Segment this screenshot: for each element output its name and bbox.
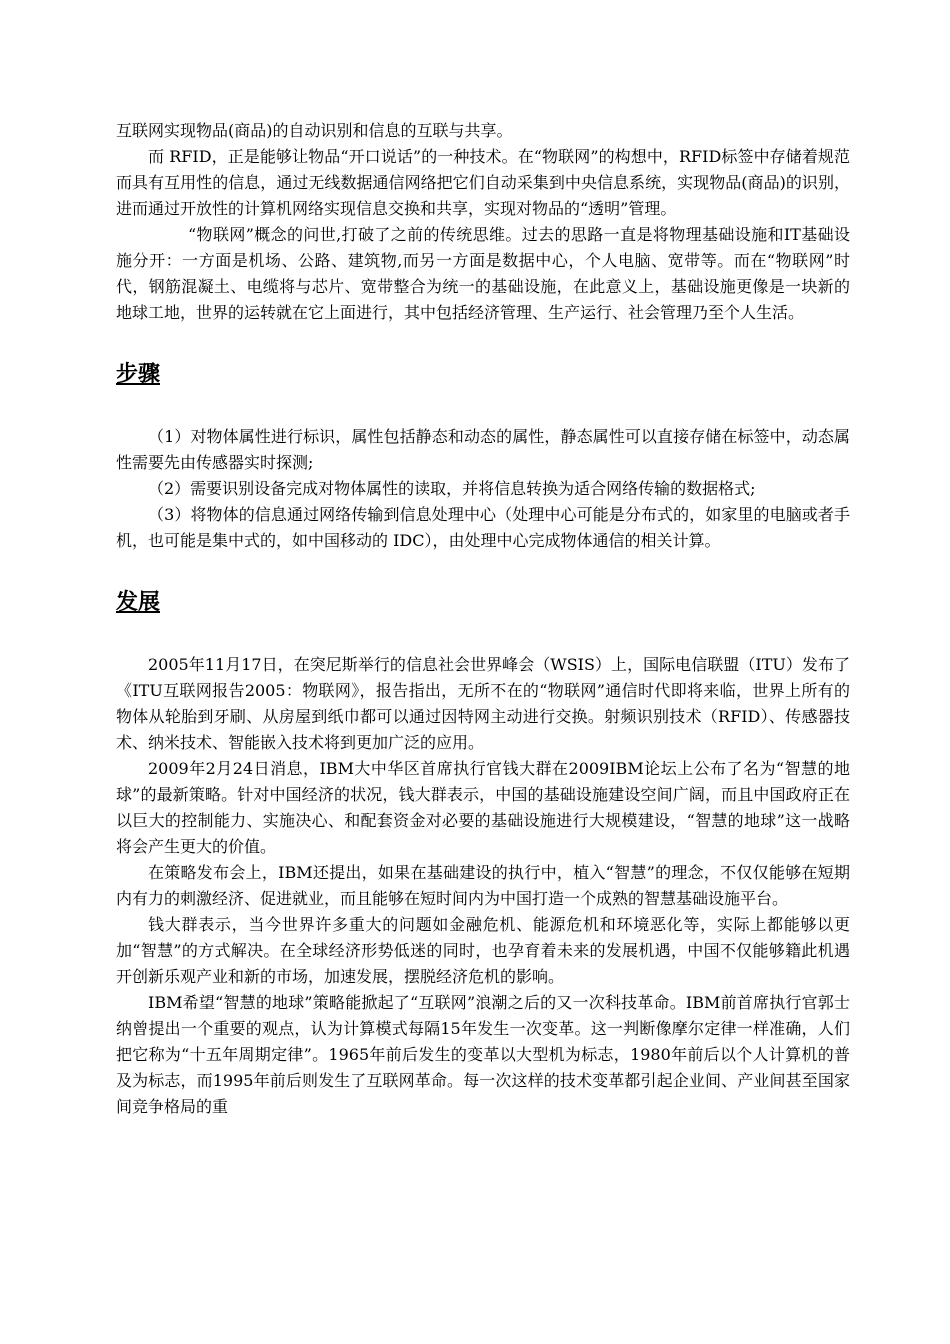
step-item-3: （3）将物体的信息通过网络传输到信息处理中心（处理中心可能是分布式的，如家里的电脑或者手机，也可能是集中式的，如中国移动的 IDC），由处理中心完成物体通信的相关计算。 [116,505,850,550]
development-paragraph-3: 在策略发布会上，IBM还提出，如果在基础建设的执行中，植入“智慧”的理念，不仅仅能够在短期内有力的刺激经济、促进就业，而且能够在短时间内为中国打造一个成熟的智慧基础设施平台。 [116,863,850,908]
intro-paragraph-3: “物联网”概念的问世,打破了之前的传统思维。过去的思路一直是将物理基础设施和IT基础设施分开：一方面是机场、公路、建筑物,而另一方面是数据中心，个人电脑、宽带等。而在“物联网”时代，钢筋混凝土、电缆将与芯片、宽带整合为统一的基础设施，在此意义上，基础设施更像是一块新的地球工地，世界的运转就在它上面进行，其中包括经济管理、生产运行、社会管理乃至个人生活。 [116,225,850,322]
step-item-2: （2）需要识别设备完成对物体属性的读取，并将信息转换为适合网络传输的数据格式; [148,479,756,498]
document-page [116,118,850,1120]
development-heading: 发展 [116,590,161,615]
development-paragraph-5: IBM希望“智慧的地球”策略能掀起了“互联网”浪潮之后的又一次科技革命。IBM前首席执行官郭士纳曾提出一个重要的观点，认为计算模式每隔15年发生一次变革。这一判断像摩尔定律一样准确，人们把它称为“十五年周期定律”。1965年前后发生的变革以大型机为标志，1980年前后以个人计算机的普及为标志，而1995年前后则发生了互联网革命。每一次这样的技术变革都引起企业间、产业间甚至国家间竞争格局的重 [116,993,850,1116]
step-item-1: （1）对物体属性进行标识，属性包括静态和动态的属性，静态属性可以直接存储在标签中，动态属性需要先由传感器实时探测; [116,427,850,472]
development-paragraph-2: 2009年2月24日消息，IBM大中华区首席执行官钱大群在2009IBM论坛上公布了名为“智慧的地球”的最新策略。针对中国经济的状况，钱大群表示，中国的基础设施建设空间广阔，而且中国政府正在以巨大的控制能力、实施决心、和配套资金对必要的基础设施进行大规模建设，“智慧的地球”这一战略将会产生更大的价值。 [116,759,850,856]
development-paragraph-1: 2005年11月17日，在突尼斯举行的信息社会世界峰会（WSIS）上，国际电信联盟（ITU）发布了《ITU互联网报告2005：物联网》，报告指出，无所不在的“物联网”通信时代即将来临，世界上所有的物体从轮胎到牙刷、从房屋到纸巾都可以通过因特网主动进行交换。射频识别技术（RFID）、传感器技术、纳米技术、智能嵌入技术将到更加广泛的应用。 [116,655,850,752]
intro-paragraph-2: 而 RFID，正是能够让物品“开口说话”的一种技术。在“物联网”的构想中，RFID标签中存储着规范而具有互用性的信息，通过无线数据通信网络把它们自动采集到中央信息系统，实现物品(商品)的识别，进而通过开放性的计算机网络实现信息交换和共享，实现对物品的“透明”管理。 [116,147,850,218]
development-paragraph-4: 钱大群表示，当今世界许多重大的问题如金融危机、能源危机和环境恶化等，实际上都能够以更加“智慧”的方式解决。在全球经济形势低迷的同时，也孕育着未来的发展机遇，中国不仅能够籍此机遇开创新乐观产业和新的市场，加速发展，摆脱经济危机的影响。 [116,915,850,986]
steps-heading: 步骤 [116,362,161,387]
intro-paragraph-1: 互联网实现物品(商品)的自动识别和信息的互联与共享。 [116,121,513,140]
